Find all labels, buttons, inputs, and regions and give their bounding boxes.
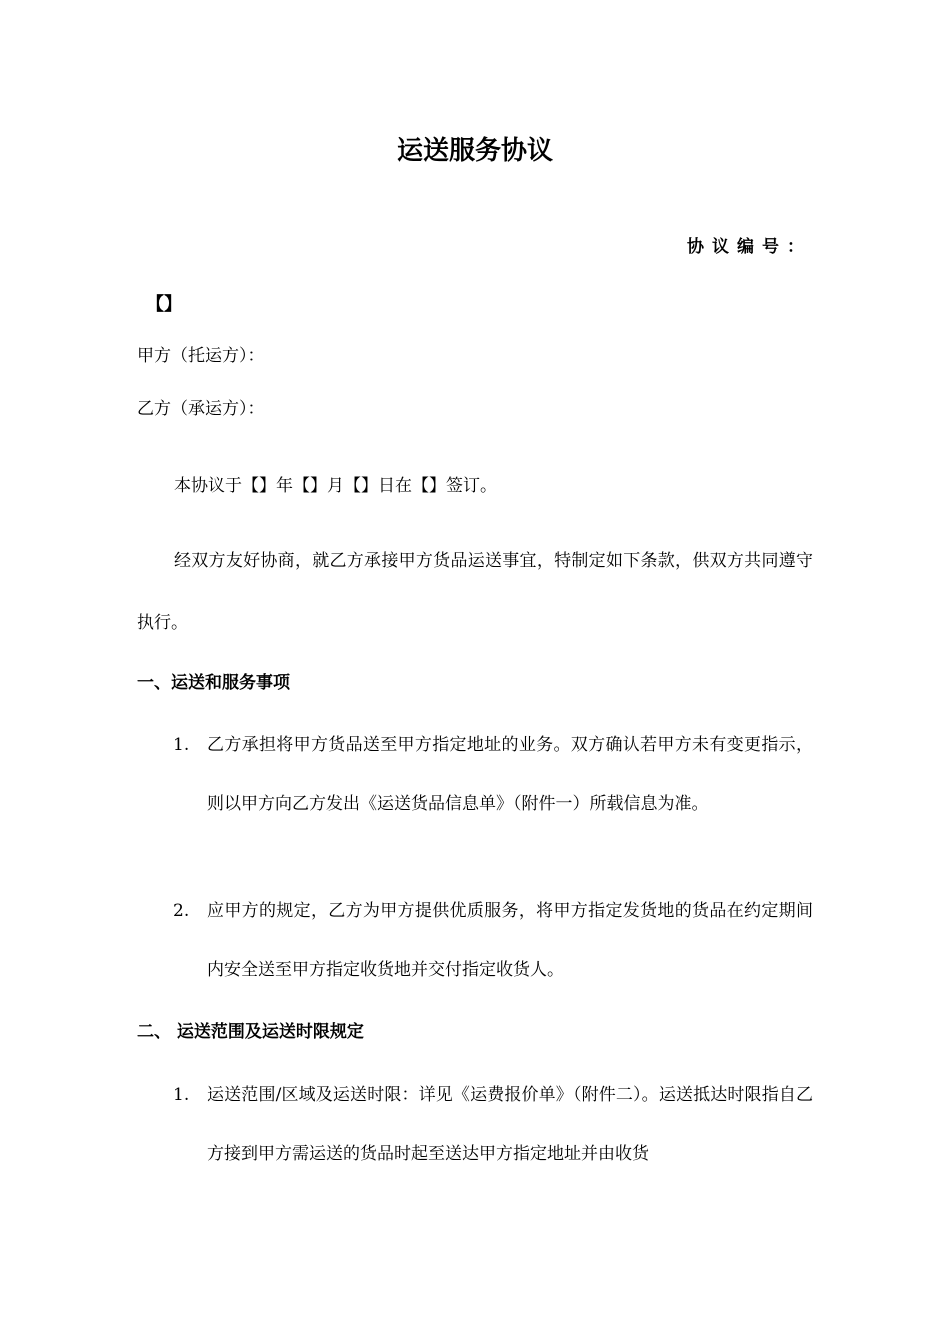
list-item <box>173 716 813 834</box>
list-item <box>173 882 813 1000</box>
section-heading: 一、运送和服务事项 <box>137 673 290 693</box>
list-item <box>173 1066 813 1184</box>
party-a-line: 甲方（托运方）： <box>137 346 265 366</box>
document-title: 运送服务协议 <box>396 136 553 166</box>
list-item-text: 运送范围/区域及运送时限：详见《运费报价单》（附件二）。运送抵达时限指自乙方接到甲方需运送的货品时起至送达甲方指定地址并由收货 <box>207 1085 813 1164</box>
list-item-number: 1. <box>173 1085 190 1105</box>
list-item-number: 1. <box>173 735 190 755</box>
list-item-text: 应甲方的规定，乙方为甲方提供优质服务，将甲方指定发货地的货品在约定期间内安全送至甲方指定收货地并交付指定收货人。 <box>207 901 813 980</box>
list-item-number: 2. <box>173 901 190 921</box>
contract-number-label: 协议编号： <box>687 237 812 257</box>
contract-number-value: 【】 <box>146 294 182 315</box>
list-item-text: 乙方承担将甲方货品送至甲方指定地址的业务。双方确认若甲方未有变更指示，则以甲方向乙方发出《运送货品信息单》（附件一）所载信息为准。 <box>207 735 813 814</box>
preamble-paragraph: 经双方友好协商，就乙方承接甲方货品运送事宜，特制定如下条款，供双方共同遵守执行。 <box>137 551 813 633</box>
section-heading: 二、 运送范围及运送时限规定 <box>137 1022 364 1042</box>
signing-line: 本协议于【】年【】月【】日在【】签订。 <box>174 476 497 496</box>
party-b-line: 乙方（承运方）： <box>137 399 265 419</box>
